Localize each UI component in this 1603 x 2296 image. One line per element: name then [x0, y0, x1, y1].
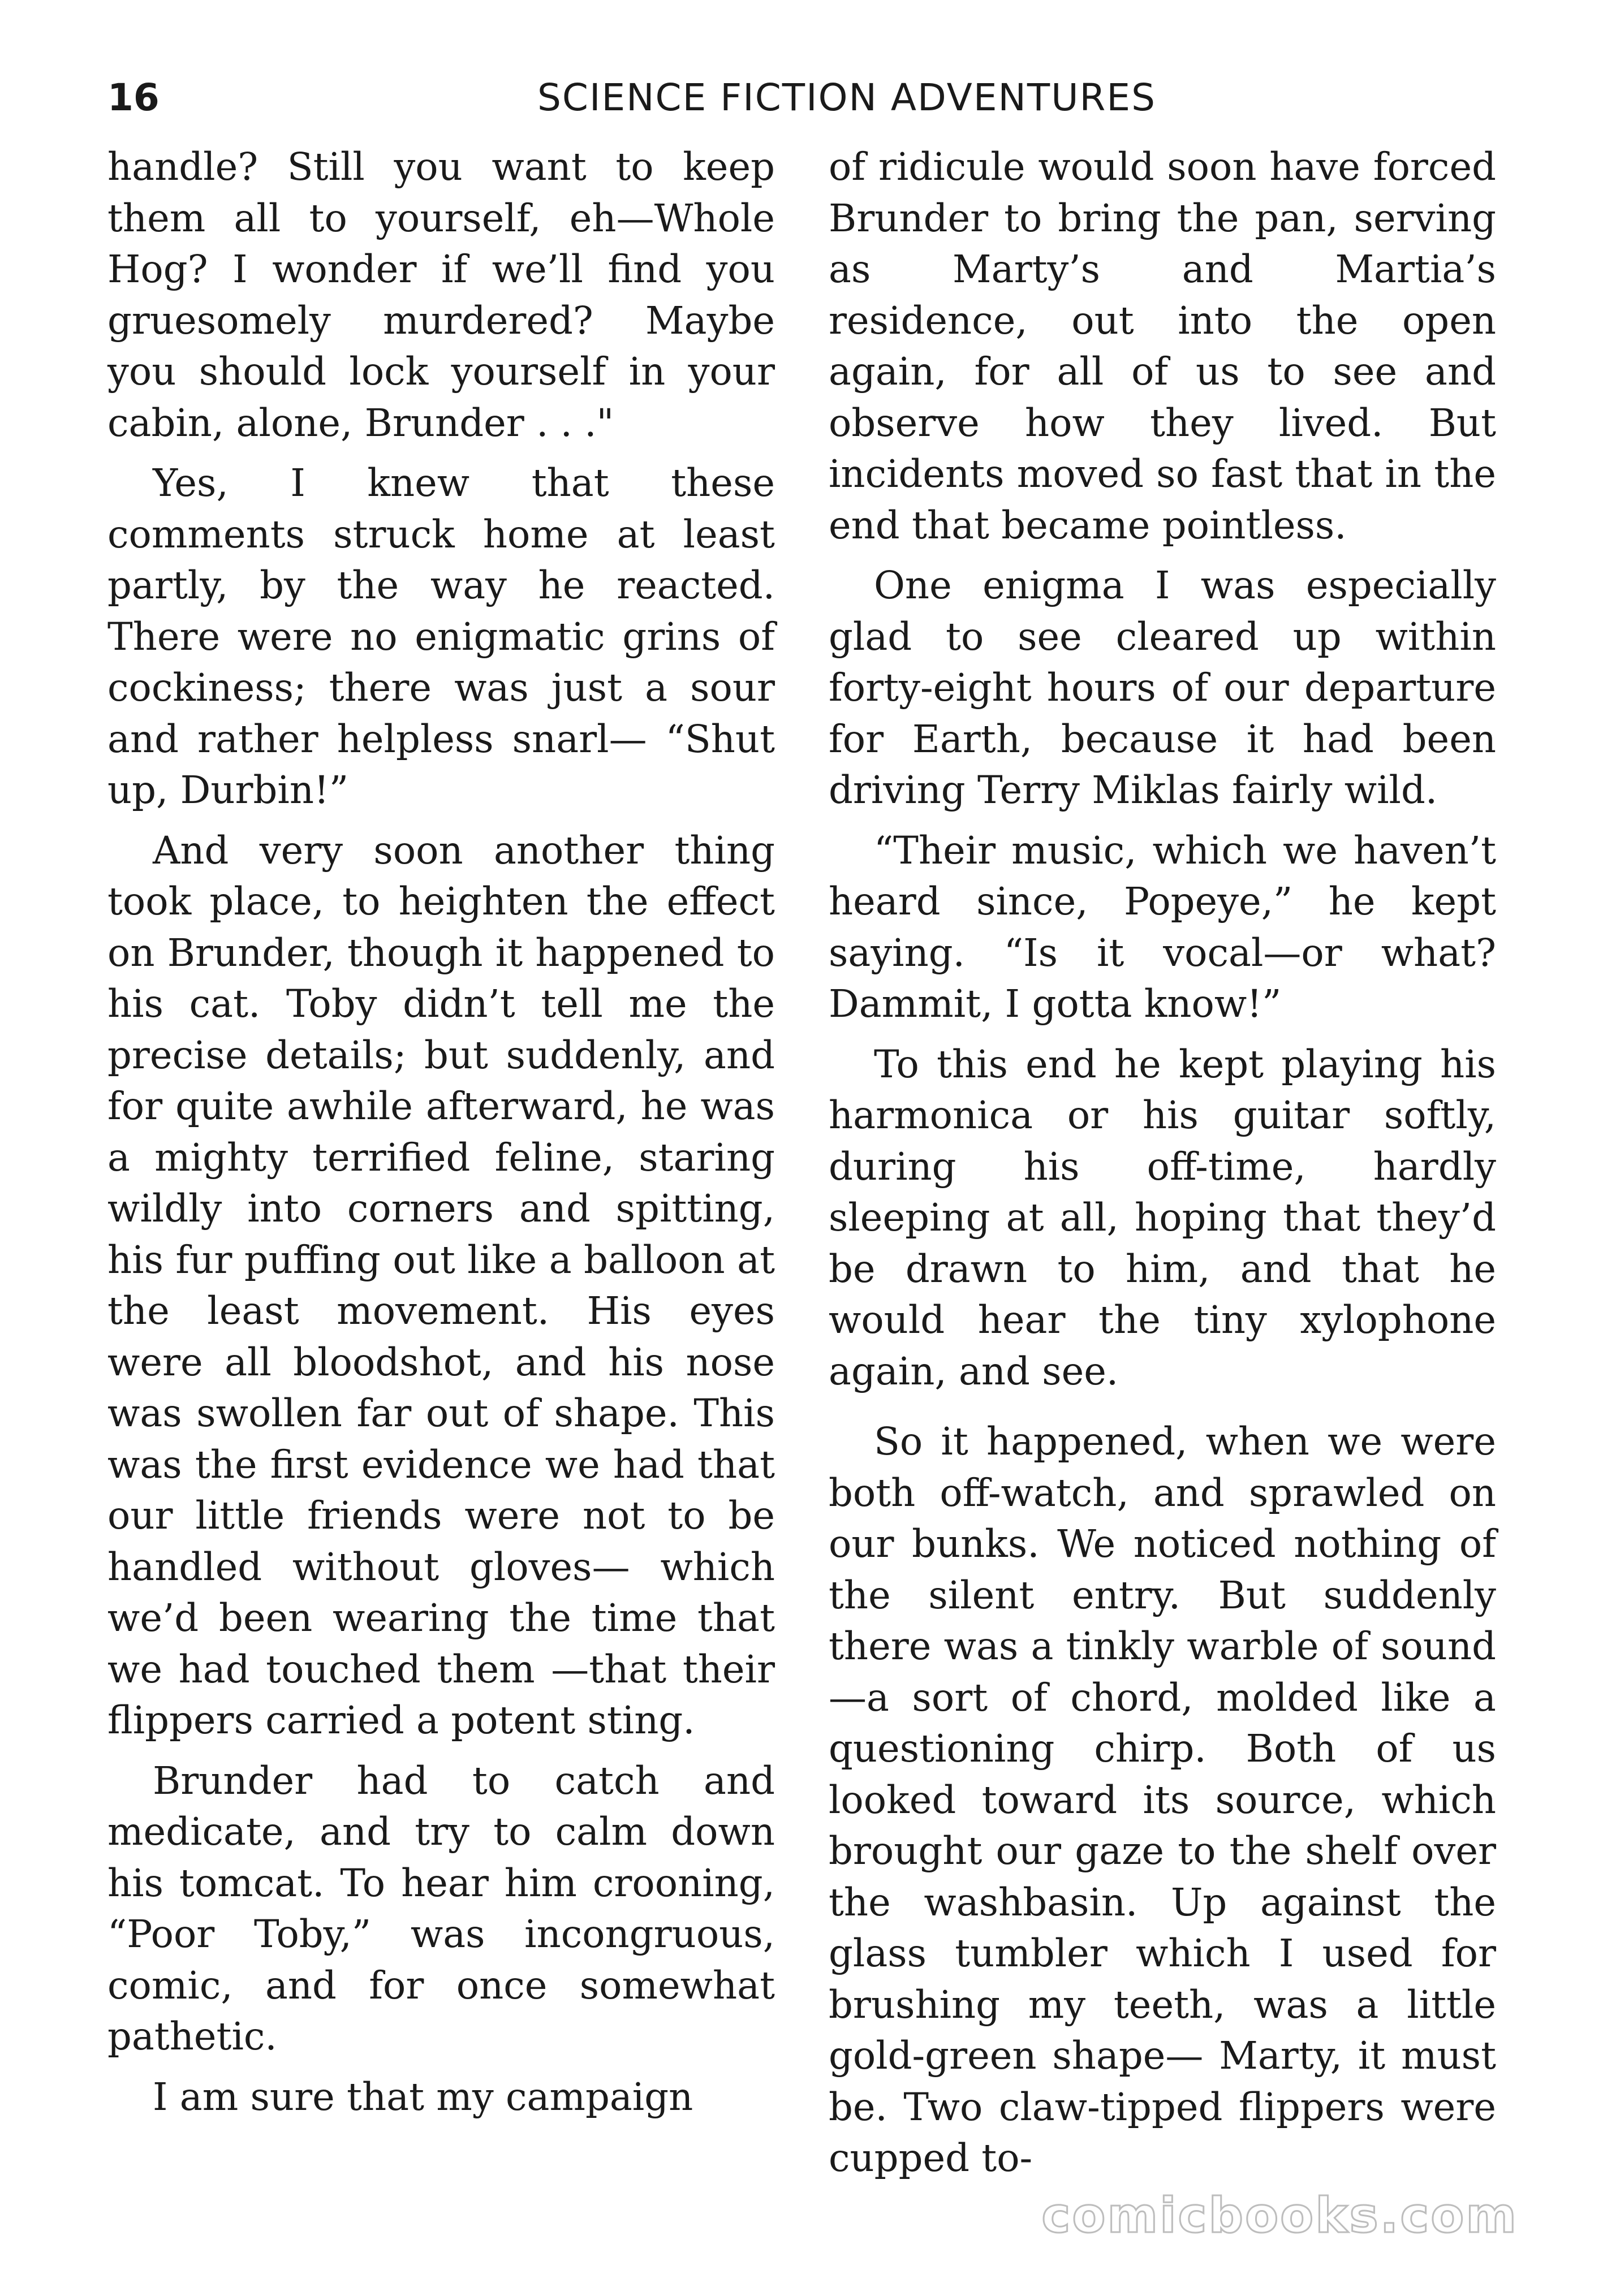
right-column [829, 141, 1496, 2184]
paragraph: I am sure that my campaign [153, 2074, 693, 2119]
paragraph: One enigma I was especially glad to see cleared up within forty-eight hours of our departure for Earth, because it had been driving Terry Miklas fairly wild. [829, 563, 1496, 812]
paragraph: Brunder had to catch and medicate, and try to calm down his tomcat. To hear him crooning, “Poor Toby,” was incongruous, comic, and for once somewhat pathetic. [107, 1758, 775, 2058]
left-column [107, 141, 775, 2122]
paragraph: “Their music, which we haven’t heard since, Popeye,” he kept saying. “Is it vocal—or what? Dammit, I gotta know!” [829, 828, 1496, 1026]
page-number: 16 [107, 76, 160, 119]
watermark: comicbooks.com [1041, 2187, 1518, 2244]
paragraph: And very soon another thing took place, to heighten the effect on Brunder, though it happened to his cat. Toby didn’t tell me the precise details; but suddenly, and for quite awhile afterward, he was a mighty terrified feline, staring wildly into corners and spitting, his fur puffing out like a balloon at the least movement. His eyes were all bloodshot, and his nose was swollen far out of shape. This was the first evidence we had that our little friends were not to be handled without gloves— which we’d been wearing the time that we had touched them —that their flippers carried a potent sting. [107, 828, 775, 1742]
paragraph: So it happened, when we were both off-watch, and sprawled on our bunks. We noticed nothing of the silent entry. But suddenly there was a tinkly warble of sound—a sort of chord, molded like a questioning chirp. Both of us looked toward its source, which brought our gaze to the shelf over the washbasin. Up against the glass tumbler which I used for brushing my teeth, was a little gold-green shape— Marty, it must be. Two claw-tipped flippers were cupped to- [829, 1419, 1496, 2180]
paragraph: handle? Still you want to keep them all to yourself, eh—Whole Hog? I wonder if we’ll find you gruesomely murdered? Maybe you should lock yourself in your cabin, alone, Brunder . . ." [107, 145, 775, 445]
page-header [107, 67, 1496, 129]
paragraph: To this end he kept playing his harmonica or his guitar softly, during his off-time, hardly sleeping at all, hoping that they’d be drawn to him, and that he would hear the tiny xylophone again, and see. [829, 1042, 1496, 1393]
running-head: SCIENCE FICTION ADVENTURES [537, 76, 1156, 119]
paragraph: of ridicule would soon have forced Brunder to bring the pan, serving as Marty’s and Martia’s residence, out into the open again, for all of us to see and observe how they lived. But incidents moved so fast that in the end that became pointless. [829, 145, 1496, 547]
paragraph: Yes, I knew that these comments struck home at least partly, by the way he reacted. There were no enigmatic grins of cockiness; there was just a sour and rather helpless snarl— “Shut up, Durbin!” [107, 461, 775, 812]
